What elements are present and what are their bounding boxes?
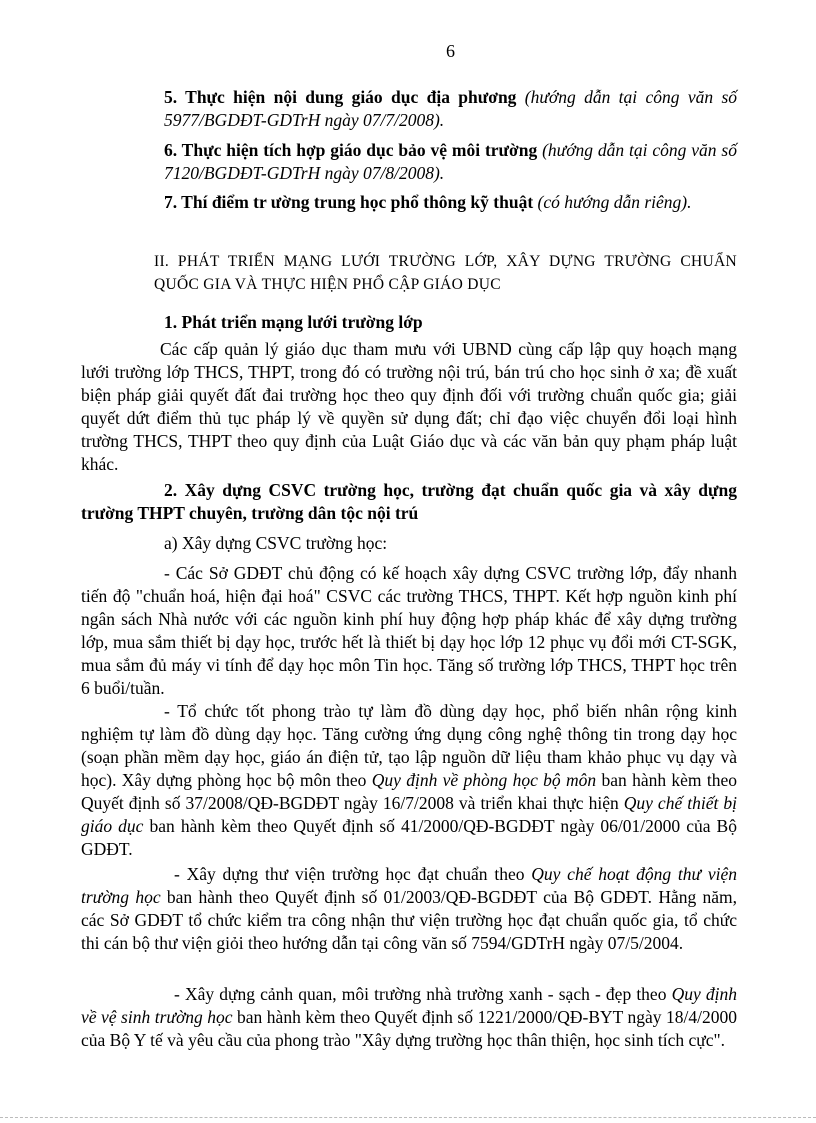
item-5-title: 5. Thực hiện nội dung giáo dục địa phương <box>164 87 517 107</box>
sub-2a-paragraph-1: - Các Sở GDĐT chủ động có kế hoạch xây dựng CSVC trường lớp, đẩy nhanh tiến độ "chuẩn hoá, hiện đại hoá" CSVC các trường THCS, THPT. Kết hợp nguồn kinh phí ngân sách Nhà nước với các nguồn kinh phí huy động hợp pháp khác để xây dựng trường lớp, mua sắm thiết bị dạy học, trước hết là thiết bị dạy học lớp 12 phục vụ đổi mới CT-SGK, mua sắm đủ máy vi tính để dạy học môn Tin học. Tăng số trường lớp THCS, THPT học trên 6 buổi/tuần. <box>81 563 737 698</box>
item-5-note: (hướng dẫn tại công văn số 5977/BGDĐT-GDTrH ngày 07/7/2008). <box>164 87 738 130</box>
sub-1-body: Các cấp quản lý giáo dục tham mưu với UBND cùng cấp lập quy hoạch mạng lưới trường lớp THCS, THPT, trong đó có trường nội trú, bán trú cho học sinh ở xa; đề xuất biện pháp giải quyết đất đai trường học theo quy định đối với trường chuẩn quốc gia; giải quyết dứt điểm thủ tục pháp lý về quyền sử dụng đất; chỉ đạo việc chuyển đổi loại hình trường THCS, THPT theo quy định của Luật Giáo dục và các văn bản quy phạm pháp luật khác. <box>81 339 737 474</box>
item-5 <box>164 86 737 132</box>
item-6-title: 6. Thực hiện tích hợp giáo dục bảo vệ môi trường <box>164 140 538 160</box>
sub-2-heading: 2. Xây dựng CSVC trường học, trường đạt chuẩn quốc gia và xây dựng trường THPT chuyên, trường dân tộc nội trú <box>81 480 737 523</box>
page-number: 6 <box>446 41 455 61</box>
page-bottom-rule <box>0 1117 816 1118</box>
item-7 <box>164 191 737 214</box>
sub-2a-label: a) Xây dựng CSVC trường học: <box>164 533 388 553</box>
item-7-note: (có hướng dẫn riêng). <box>537 192 692 212</box>
sub-2a-paragraph-4: - Xây dựng cảnh quan, môi trường nhà trường xanh - sạch - đẹp theo Quy định về vệ sinh trường học ban hành kèm theo Quyết định số 1221/2000/QĐ-BYT ngày 18/4/2000 của Bộ Y tế và yêu cầu của phong trào "Xây dựng trường học thân thiện, học sinh tích cực". <box>81 984 737 1050</box>
section-2-heading: II. PHÁT TRIỂN MẠNG LƯỚI TRƯỜNG LỚP, XÂY DỰNG TRƯỜNG CHUẨN QUỐC GIA VÀ THỰC HIỆN PHỔ CẬP GIÁO DỤC <box>154 253 737 293</box>
item-7-title: 7. Thí điểm tr ường trung học phổ thông kỹ thuật <box>164 192 534 212</box>
item-6-note: (hướng dẫn tại công văn số 7120/BGDĐT-GDTrH ngày 07/8/2008). <box>164 140 737 183</box>
sub-2a-paragraph-2: - Tổ chức tốt phong trào tự làm đồ dùng dạy học, phổ biến nhân rộng kinh nghiệm tự làm đồ dùng dạy học. Tăng cường ứng dụng công nghệ thông tin trong dạy học (soạn phần mềm dạy học, giáo án điện tử, tạo lập nguồn dữ liệu tham khảo phục vụ dạy và học). Xây dựng phòng học bộ môn theo Quy định về phòng học bộ môn ban hành kèm theo Quyết định số 37/2008/QĐ-BGDĐT ngày 16/7/2008 và triển khai thực hiện Quy chế thiết bị giáo dục ban hành kèm theo Quyết định số 41/2000/QĐ-BGDĐT ngày 06/01/2000 của Bộ GDĐT. <box>81 701 738 859</box>
item-6 <box>164 139 737 185</box>
sub-1-heading: 1. Phát triển mạng lưới trường lớp <box>164 312 423 332</box>
sub-2a-paragraph-3: - Xây dựng thư viện trường học đạt chuẩn theo Quy chế hoạt động thư viện trường học ban hành theo Quyết định số 01/2003/QĐ-BGDĐT của Bộ GDĐT. Hằng năm, các Sở GDĐT tổ chức kiểm tra công nhận thư viện trường học đạt chuẩn quốc gia, tổ chức thi cán bộ thư viện giỏi theo hướng dẫn tại công văn số 7594/GDTrH ngày 07/5/2004. <box>81 864 738 953</box>
